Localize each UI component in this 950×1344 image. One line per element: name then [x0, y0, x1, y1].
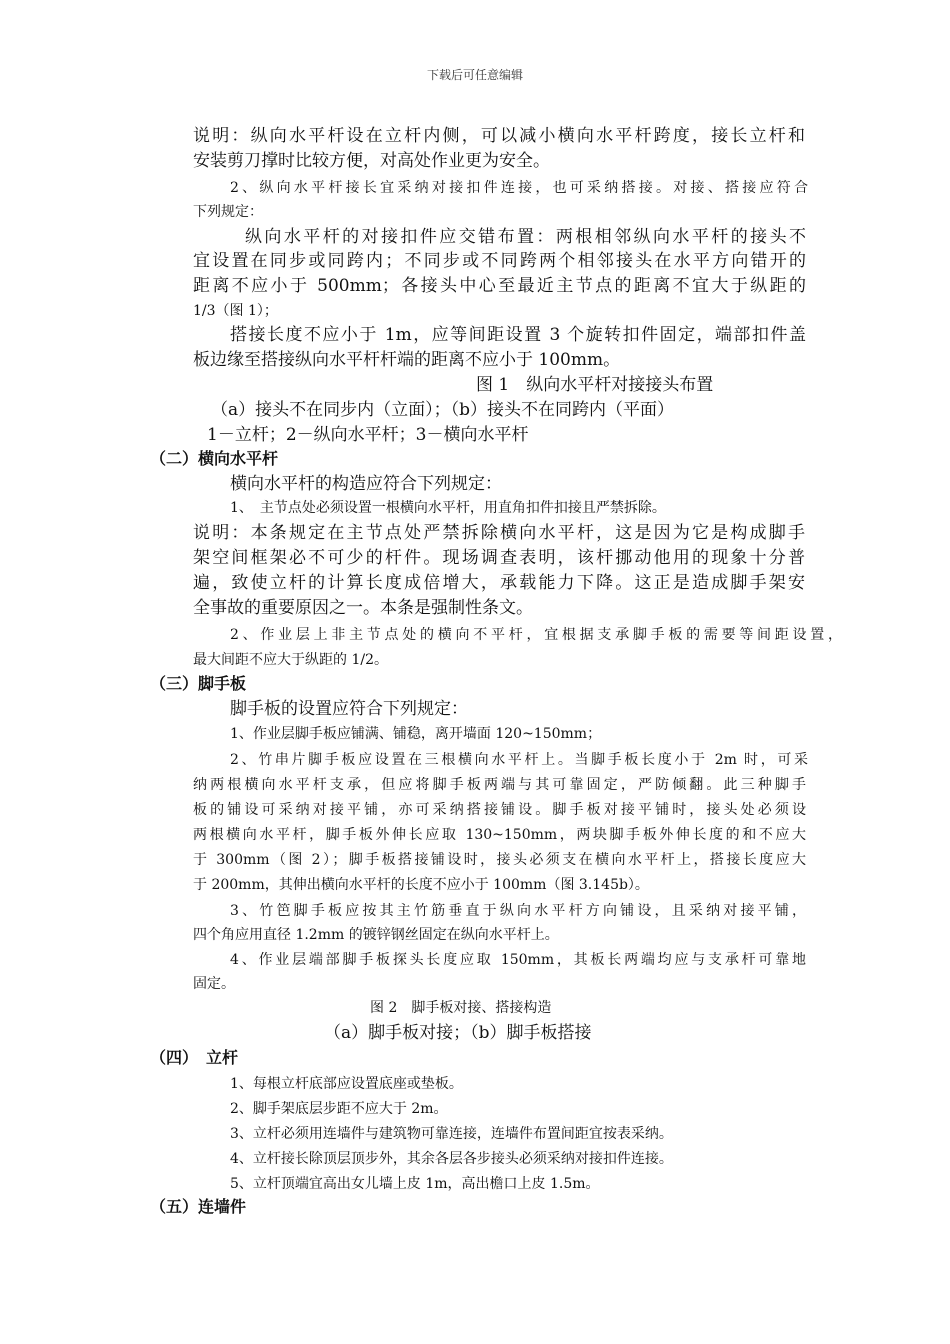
text-line: 板边缘至搭接纵向水平杆杆端的距离不应小于 100mm。: [193, 350, 621, 370]
text-line: 4、作业层端部脚手板探头长度应取 150mm，其板长两端均应与支承杆可靠地: [230, 952, 806, 968]
figure-caption: 图 2 脚手板对接、搭接构造: [370, 1000, 552, 1016]
section-heading: （二）横向水平杆: [150, 449, 279, 468]
text-line: 5、立杆顶端宜高出女儿墙上皮 1m，高出檐口上皮 1.5m。: [230, 1176, 600, 1192]
text-line: 两根横向水平杆，脚手板外伸长应取 130~150mm，两块脚手板外伸长度的和不应大: [193, 827, 806, 843]
text-line: 纵向水平杆的对接扣件应交错布置：两根相邻纵向水平杆的接头不: [245, 227, 806, 247]
text-line: 宜设置在同步或同跨内；不同步或不同跨两个相邻接头在水平方向错开的: [193, 251, 806, 271]
text-line: 3、竹笆脚手板应按其主竹筋垂直于纵向水平杆方向铺设，且采纳对接平铺，: [230, 903, 806, 919]
text-line: 架空间框架必不可少的杆件。现场调查表明，该杆挪动他用的现象十分普: [193, 548, 805, 568]
text-line: 板的铺设可采纳对接平铺，亦可采纳搭接铺设。脚手板对接平铺时，接头处必须设: [193, 802, 806, 818]
text-line: 安装剪刀撑时比较方便，对高处作业更为安全。: [193, 151, 550, 171]
page-header: 下载后可任意编辑: [426, 68, 523, 82]
text-line: 遍，致使立杆的计算长度成倍增大，承载能力下降。这正是造成脚手架安: [193, 573, 805, 593]
text-line: 脚手板的设置应符合下列规定：: [230, 699, 468, 719]
text-line: 2、纵向水平杆接长宜采纳对接扣件连接，也可采纳搭接。对接、搭接应符合: [230, 180, 808, 196]
figure-subcaption: （a）接头不在同步内（立面）；（b）接头不在同跨内（平面）: [211, 400, 675, 420]
text-line: 2、作业层上非主节点处的横向不平杆，宜根据支承脚手板的需要等间距设置，: [230, 627, 842, 643]
text-line: 最大间距不应大于纵距的 1/2。: [193, 652, 388, 668]
figure-subcaption: （a）脚手板对接；（b）脚手板搭接: [324, 1023, 592, 1043]
text-line: 4、立杆接长除顶层顶步外，其余各层各步接头必须采纳对接扣件连接。: [230, 1151, 673, 1167]
text-line: 说明：本条规定在主节点处严禁拆除横向水平杆，这是因为它是构成脚手: [193, 523, 805, 543]
text-line: 于 300mm（图 2）；脚手板搭接铺设时，接头必须支在横向水平杆上，搭接长度应大: [193, 852, 806, 868]
text-line: 距离不应小于 500mm；各接头中心至最近主节点的距离不宜大于纵距的: [193, 276, 806, 296]
text-line: 纳两根横向水平杆支承，但应将脚手板两端与其可靠固定，严防倾翻。此三种脚手: [193, 777, 806, 793]
text-line: 四个角应用直径 1.2mm 的镀锌钢丝固定在纵向水平杆上。: [193, 927, 559, 943]
text-line: 说明：纵向水平杆设在立杆内侧，可以减小横向水平杆跨度，接长立杆和: [193, 126, 805, 146]
text-line: 下列规定：: [193, 204, 263, 220]
text-line: 3、立杆必须用连墙件与建筑物可靠连接，连墙件布置间距宜按表采纳。: [230, 1126, 673, 1142]
text-line: 横向水平杆的构造应符合下列规定：: [230, 474, 502, 494]
text-line: 搭接长度不应小于 1m，应等间距设置 3 个旋转扣件固定，端部扣件盖: [230, 325, 806, 345]
section-heading: （四） 立杆: [150, 1048, 239, 1067]
text-line: 全事故的重要原因之一。本条是强制性条文。: [193, 598, 533, 618]
text-line: 1、每根立杆底部应设置底座或垫板。: [230, 1076, 463, 1092]
section-heading: （三）脚手板: [150, 674, 247, 693]
text-line: 2、脚手架底层步距不应大于 2m。: [230, 1101, 448, 1117]
figure-legend: 1－立杆；2－纵向水平杆；3－横向水平杆: [207, 425, 529, 445]
figure-caption: 图 1 纵向水平杆对接接头布置: [476, 375, 714, 395]
text-line: 1、作业层脚手板应铺满、铺稳，离开墙面 120~150mm；: [230, 726, 602, 742]
text-line: 于 200mm，其伸出横向水平杆的长度不应小于 100mm（图 3.145b）。: [193, 877, 649, 893]
text-line: 1、 主节点处必须设置一根横向水平杆，用直角扣件扣接且严禁拆除。: [230, 500, 666, 516]
section-heading: （五）连墙件: [150, 1197, 247, 1216]
text-line: 1/3（图 1）；: [193, 303, 278, 319]
text-line: 固定。: [193, 976, 235, 992]
text-line: 2、竹串片脚手板应设置在三根横向水平杆上。当脚手板长度小于 2m 时，可采: [230, 752, 808, 768]
